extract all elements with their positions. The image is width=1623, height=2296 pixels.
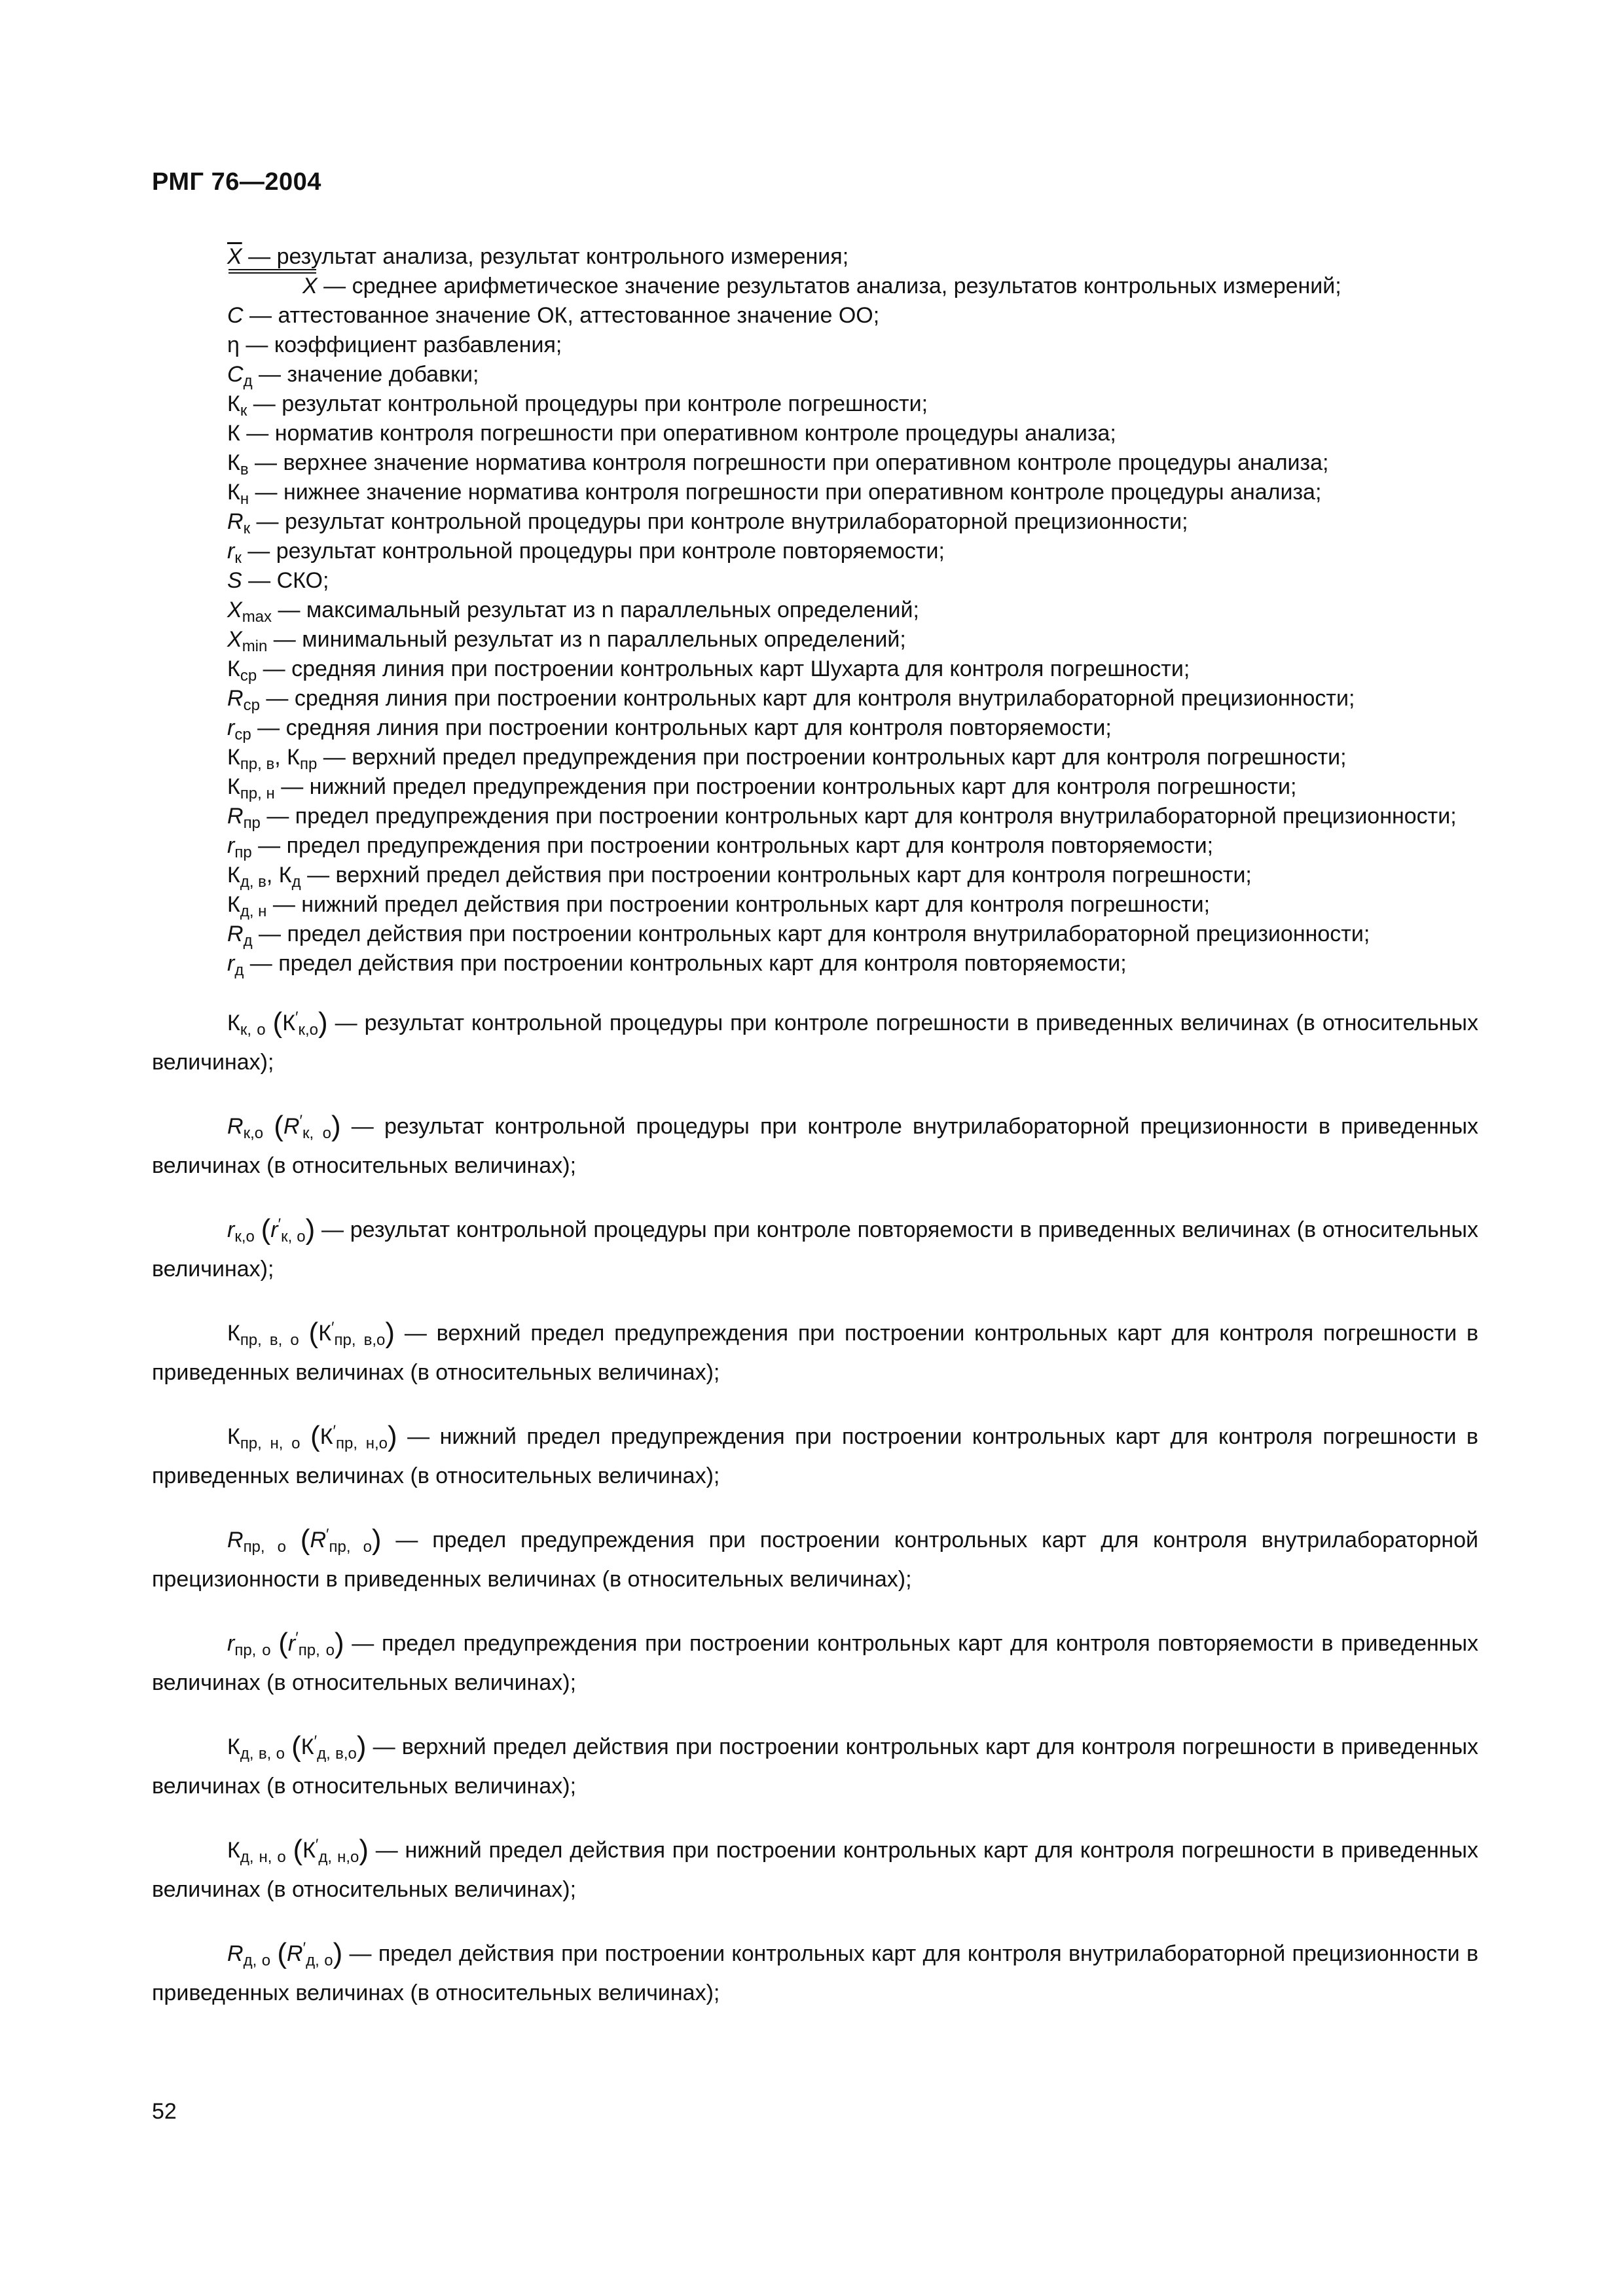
relative-symbol-letter: R: [310, 1528, 327, 1552]
symbol-letter: R: [227, 1528, 244, 1552]
symbol-subscript: к: [243, 520, 251, 537]
symbol-subscript: пр: [243, 814, 261, 832]
relative-symbol-letter: R: [287, 1941, 303, 1966]
definition-text: — средняя линия при построении контрольных карт для контроля повторяемости;: [251, 715, 1112, 740]
symbol-subscript: д: [291, 873, 301, 891]
relative-symbol-subscript: д, в,о: [317, 1745, 357, 1763]
symbol-letter: R: [227, 1941, 244, 1966]
symbol-subscript: д: [243, 372, 253, 390]
symbol-letter: r: [227, 1217, 235, 1242]
symbol-subscript: пр: [299, 755, 318, 773]
symbol-subscript: н: [240, 490, 249, 508]
symbol-letter: R: [227, 509, 244, 534]
definition-text: — результат контрольной процедуры при контроле внутрилабораторной прецизионности;: [250, 509, 1188, 534]
definition-text: — значение добавки;: [252, 362, 479, 387]
prime-mark: ′: [299, 1112, 302, 1130]
symbol-subscript: max: [242, 608, 272, 626]
definition-text: — предел действия при построении контрольных карт для контроля внутрилабораторной прецизионности в приведенных величинах (в относительных величинах);: [152, 1941, 1479, 2005]
paren-left: (: [300, 1524, 310, 1556]
definition-item: [152, 713, 1478, 743]
prime-mark: ′: [295, 1009, 299, 1026]
definition-item: [152, 743, 1478, 772]
definition-item: [152, 419, 1478, 448]
symbol-letter: r: [227, 539, 235, 564]
paren-right: ): [385, 1317, 395, 1349]
definition-text: — результат контрольной процедуры при контроле внутрилабораторной прецизионности в приведенных величинах (в относительных величинах);: [152, 1114, 1479, 1178]
definition-text: — минимальный результат из n параллельных определений;: [267, 627, 906, 652]
definition-item: [152, 596, 1478, 625]
symbol: [227, 745, 275, 773]
definition-item: [152, 478, 1478, 507]
symbol-subscript: к,о: [243, 1124, 264, 1142]
definition-text: — нижнее значение норматива контроля погрешности при оперативном контроле процедуры анализа;: [249, 480, 1322, 505]
symbol: [227, 568, 242, 593]
definition-item: [152, 920, 1478, 949]
paren-right: ): [334, 1627, 344, 1659]
symbol-subscript: пр, н: [240, 785, 275, 802]
paren-left: (: [261, 1213, 271, 1246]
symbol-letter: К: [227, 1838, 240, 1863]
symbol: [227, 686, 260, 714]
symbol-subscript: min: [242, 637, 268, 655]
definition-text: — коэффициент разбавления;: [239, 332, 562, 357]
prime-mark: ′: [333, 1422, 336, 1440]
prime-mark: ′: [302, 1939, 306, 1957]
relative-definition-item: [152, 1624, 1478, 1702]
symbol-subscript: д, в: [240, 873, 266, 891]
definition-item: [152, 507, 1478, 537]
definition-item: [152, 772, 1478, 802]
symbol: [227, 1007, 328, 1039]
symbol-letter: $\overline{X}$: [227, 244, 242, 269]
definition-item: [152, 625, 1478, 655]
prime-mark: ′: [331, 1319, 335, 1336]
paren-right: ): [333, 1937, 343, 1969]
definition-text: — среднее арифметическое значение результатов анализа, результатов контрольных измерений;: [317, 274, 1341, 298]
paren-left: (: [293, 1834, 303, 1866]
symbol-subscript: д: [243, 932, 253, 950]
paren-right: ): [388, 1420, 397, 1452]
symbol-letter: К: [227, 450, 240, 475]
relative-symbol-subscript: пр, н,о: [336, 1435, 388, 1452]
paren-left: (: [291, 1731, 301, 1763]
symbol-letter: R: [227, 686, 244, 711]
paren-left: (: [272, 1007, 283, 1039]
symbol-letter: К: [227, 1734, 240, 1759]
prime-mark: ′: [326, 1526, 329, 1543]
paren-right: ): [359, 1834, 369, 1866]
relative-definition-item: [152, 1831, 1478, 1909]
symbol-letter: К: [227, 892, 240, 917]
definition-item: [152, 331, 1478, 360]
symbol: [227, 774, 275, 802]
symbol: [227, 598, 272, 626]
symbol-subscript: пр, н, о: [240, 1435, 301, 1452]
definition-text: — нижний предел действия при построении контрольных карт для контроля погрешности в приведенных величинах (в относительных величинах);: [152, 1838, 1478, 1902]
definition-item: [152, 684, 1478, 713]
symbol-letter: R: [227, 922, 244, 946]
paren-right: ): [331, 1110, 341, 1142]
definition-item: [152, 360, 1478, 389]
paren-right: ): [371, 1524, 382, 1556]
paren-left: (: [310, 1420, 320, 1452]
definition-text: — результат контрольной процедуры при контроле повторяемости в приведенных величинах (в относительных величинах);: [152, 1217, 1478, 1282]
symbol-subscript: пр, в: [240, 755, 275, 773]
symbol: [227, 391, 247, 420]
symbol: [227, 922, 253, 950]
symbol-subscript: д: [234, 961, 244, 979]
relative-symbol-subscript: к, о: [302, 1124, 331, 1142]
symbol-letter: R: [227, 1114, 244, 1139]
symbol: [227, 480, 249, 508]
symbol-letter: К: [227, 1011, 240, 1035]
symbol-subscript: ср: [240, 667, 257, 685]
symbol-subscript: д, о: [243, 1952, 271, 1969]
symbol-letter: r: [227, 1631, 235, 1656]
symbol-subscript: к, о: [240, 1021, 266, 1039]
symbol-subscript: д, в, о: [240, 1745, 285, 1763]
definition-text: — результат анализа, результат контрольного измерения;: [242, 244, 849, 269]
definition-text: — верхний предел действия при построении контрольных карт для контроля погрешности;: [301, 863, 1252, 888]
definition-item: [152, 389, 1478, 419]
definition-item: [152, 301, 1478, 331]
symbol-letter: R: [227, 804, 244, 829]
symbol: [227, 715, 251, 744]
symbol: [227, 1420, 397, 1452]
definition-text: — результат контрольной процедуры при контроле погрешности в приведенных величинах (в относительных величинах);: [152, 1011, 1478, 1075]
definition-item: [152, 537, 1478, 566]
symbol-letter: r: [227, 951, 235, 976]
definition-text: — верхний предел действия при построении контрольных карт для контроля погрешности в приведенных величинах (в относительных величинах);: [152, 1734, 1479, 1799]
symbol-letter: C: [227, 362, 244, 387]
symbol-letter: C: [227, 303, 244, 328]
symbol: [227, 332, 240, 357]
relative-symbol-letter: R: [283, 1114, 300, 1139]
relative-symbol-subscript: к, о: [281, 1228, 306, 1246]
symbol: [227, 421, 240, 446]
symbol-letter: К: [227, 1424, 240, 1449]
relative-symbol-letter: К: [282, 1011, 296, 1035]
definition-text: — предел предупреждения при построении контрольных карт для контроля внутрилабораторной прецизионности в приведенных величинах (в относительных величинах);: [152, 1528, 1478, 1592]
relative-symbol-letter: r: [270, 1217, 278, 1242]
relative-symbol-letter: К: [319, 1424, 333, 1449]
relative-definition-item: [152, 1314, 1478, 1392]
relative-symbol-letter: r: [287, 1631, 296, 1656]
symbol-letter: К: [227, 863, 240, 888]
symbol: [227, 892, 267, 920]
symbol: [227, 450, 249, 478]
definition-text: — нижний предел предупреждения при построении контрольных карт для контроля погрешности;: [274, 774, 1297, 799]
symbol: [227, 362, 253, 390]
definition-text: — предел предупреждения при построении контрольных карт для контроля повторяемости;: [251, 833, 1214, 858]
symbol-subscript: к: [234, 549, 242, 567]
definition-item: [152, 949, 1478, 978]
prime-mark: ′: [315, 1836, 319, 1854]
definition-item: [152, 272, 1478, 301]
symbol-letter: К: [227, 480, 240, 505]
symbol: [227, 1834, 369, 1866]
definition-text: — аттестованное значение ОК, аттестованное значение ОО;: [243, 303, 880, 328]
symbol: [227, 656, 257, 685]
symbol: [227, 509, 251, 537]
symbol: [227, 1731, 367, 1763]
relative-symbol-subscript: д, о: [306, 1952, 333, 1969]
definition-item: [152, 802, 1478, 831]
definition-text: — результат контрольной процедуры при контроле погрешности;: [247, 391, 928, 416]
relative-definition-item: [152, 1727, 1478, 1806]
definition-text: — предел действия при построении контрольных карт для контроля внутрилабораторной прецизионности;: [252, 922, 1370, 946]
definition-text: — верхний предел предупреждения при построении контрольных карт для контроля погрешности;: [317, 745, 1347, 770]
symbol-subscript: пр, в, о: [240, 1331, 299, 1349]
relative-definition-item: [152, 1107, 1478, 1185]
relative-symbol-subscript: д, н,о: [318, 1848, 359, 1866]
paren-left: (: [278, 1627, 288, 1659]
relative-definition-item: [152, 1417, 1478, 1496]
paren-left: (: [274, 1110, 283, 1142]
symbol-letter: r: [227, 833, 235, 858]
symbol-subscript: пр, о: [243, 1538, 286, 1556]
symbol-letter: X: [227, 627, 242, 652]
prime-mark: ′: [278, 1215, 282, 1233]
definitions-list: [152, 242, 1478, 2013]
symbol: [227, 1317, 395, 1349]
definition-text: , К: [266, 863, 292, 888]
symbol-letter: η: [227, 332, 240, 357]
definition-text: — нижний предел действия при построении контрольных карт для контроля погрешности;: [266, 892, 1211, 917]
relative-definition-item: [152, 1934, 1478, 2013]
page-number: 52: [152, 2099, 177, 2124]
relative-symbol-letter: К: [301, 1734, 314, 1759]
symbol: [227, 1937, 343, 1969]
definition-item: [152, 655, 1478, 684]
symbol-letter: r: [227, 715, 235, 740]
symbol-subscript: к: [240, 402, 247, 420]
relative-definition-item: [152, 1520, 1478, 1599]
definition-text: — верхний предел предупреждения при построении контрольных карт для контроля погрешности в приведенных величинах (в относительных величинах);: [152, 1321, 1479, 1385]
symbol: [227, 539, 242, 567]
symbol-subscript: в: [240, 461, 249, 478]
symbol: [227, 1213, 316, 1246]
symbol-letter: К: [227, 1321, 240, 1346]
definition-text: — норматив контроля погрешности при оперативном контроле процедуры анализа;: [240, 421, 1116, 446]
definition-text: , К: [274, 745, 300, 770]
relative-definition-item: [152, 1003, 1478, 1082]
symbol-letter: К: [227, 745, 240, 770]
prime-mark: ′: [295, 1629, 299, 1647]
definition-text: — предел предупреждения при построении контрольных карт для контроля повторяемости в приведенных величинах (в относительных величинах);: [152, 1631, 1479, 1695]
symbol-letter: S: [227, 568, 242, 593]
symbol-letter: К: [227, 421, 240, 446]
symbol-subscript: пр: [234, 844, 252, 861]
symbol-definitions: [152, 242, 1478, 978]
symbol: [227, 244, 242, 269]
definition-text: — СКО;: [242, 568, 329, 593]
relative-definition-item: [152, 1210, 1478, 1289]
paren-right: ): [356, 1731, 367, 1763]
symbol-letter: X: [227, 598, 242, 622]
definition-text: — максимальный результат из n параллельных определений;: [272, 598, 919, 622]
paren-left: (: [308, 1317, 319, 1349]
definition-text: — предел предупреждения при построении контрольных карт для контроля внутрилабораторной прецизионности;: [260, 804, 1457, 829]
prime-mark: ′: [314, 1732, 318, 1750]
symbol: [227, 863, 266, 891]
relative-symbol-definitions: [152, 1003, 1478, 2013]
definition-item: [152, 831, 1478, 861]
relative-symbol-subscript: к,о: [298, 1021, 319, 1039]
symbol: [227, 274, 318, 298]
definition-text: — верхнее значение норматива контроля погрешности при оперативном контроле процедуры анализа;: [248, 450, 1329, 475]
paren-right: ): [305, 1213, 316, 1246]
definition-text: — средняя линия при построении контрольных карт Шухарта для контроля погрешности;: [257, 656, 1190, 681]
symbol-letter: К: [227, 391, 240, 416]
definition-text: — средняя линия при построении контрольных карт для контроля внутрилабораторной прецизионности;: [259, 686, 1355, 711]
symbol-subscript: ср: [243, 696, 260, 714]
symbol-subscript: к,о: [234, 1228, 255, 1246]
relative-symbol-subscript: пр, о: [298, 1641, 335, 1659]
definition-text: — результат контрольной процедуры при контроле повторяемости;: [241, 539, 945, 564]
definition-text: — нижний предел предупреждения при построении контрольных карт для контроля погрешности в приведенных величинах (в относительных величинах);: [152, 1424, 1478, 1488]
symbol-subscript: пр, о: [234, 1641, 271, 1659]
symbol-letter: X: [227, 272, 318, 301]
symbol: [227, 833, 252, 861]
symbol-letter: К: [227, 774, 240, 799]
symbol: [227, 804, 261, 832]
definition-item: [152, 890, 1478, 920]
document-code: РМГ 76—2004: [152, 168, 321, 196]
relative-symbol-letter: К: [318, 1321, 332, 1346]
definition-text: — предел действия при построении контрольных карт для контроля повторяемости;: [244, 951, 1127, 976]
definition-item: [152, 448, 1478, 478]
paren-right: ): [318, 1007, 328, 1039]
symbol-subscript: д, н: [240, 903, 267, 920]
definition-item: [152, 242, 1478, 272]
symbol: [227, 1627, 344, 1659]
symbol: [227, 1110, 341, 1142]
relative-symbol-letter: К: [302, 1838, 316, 1863]
definition-item: [152, 861, 1478, 890]
symbol: [227, 951, 244, 979]
symbol-subscript: ср: [234, 726, 251, 744]
definition-item: [152, 566, 1478, 596]
paren-left: (: [277, 1937, 287, 1969]
symbol-subscript: д, н, о: [240, 1848, 286, 1866]
symbol-letter: К: [227, 656, 240, 681]
symbol: [227, 1524, 382, 1556]
symbol: [227, 627, 268, 655]
relative-symbol-subscript: пр, в,о: [334, 1331, 386, 1349]
relative-symbol-subscript: пр, о: [329, 1538, 372, 1556]
symbol: [227, 303, 244, 328]
